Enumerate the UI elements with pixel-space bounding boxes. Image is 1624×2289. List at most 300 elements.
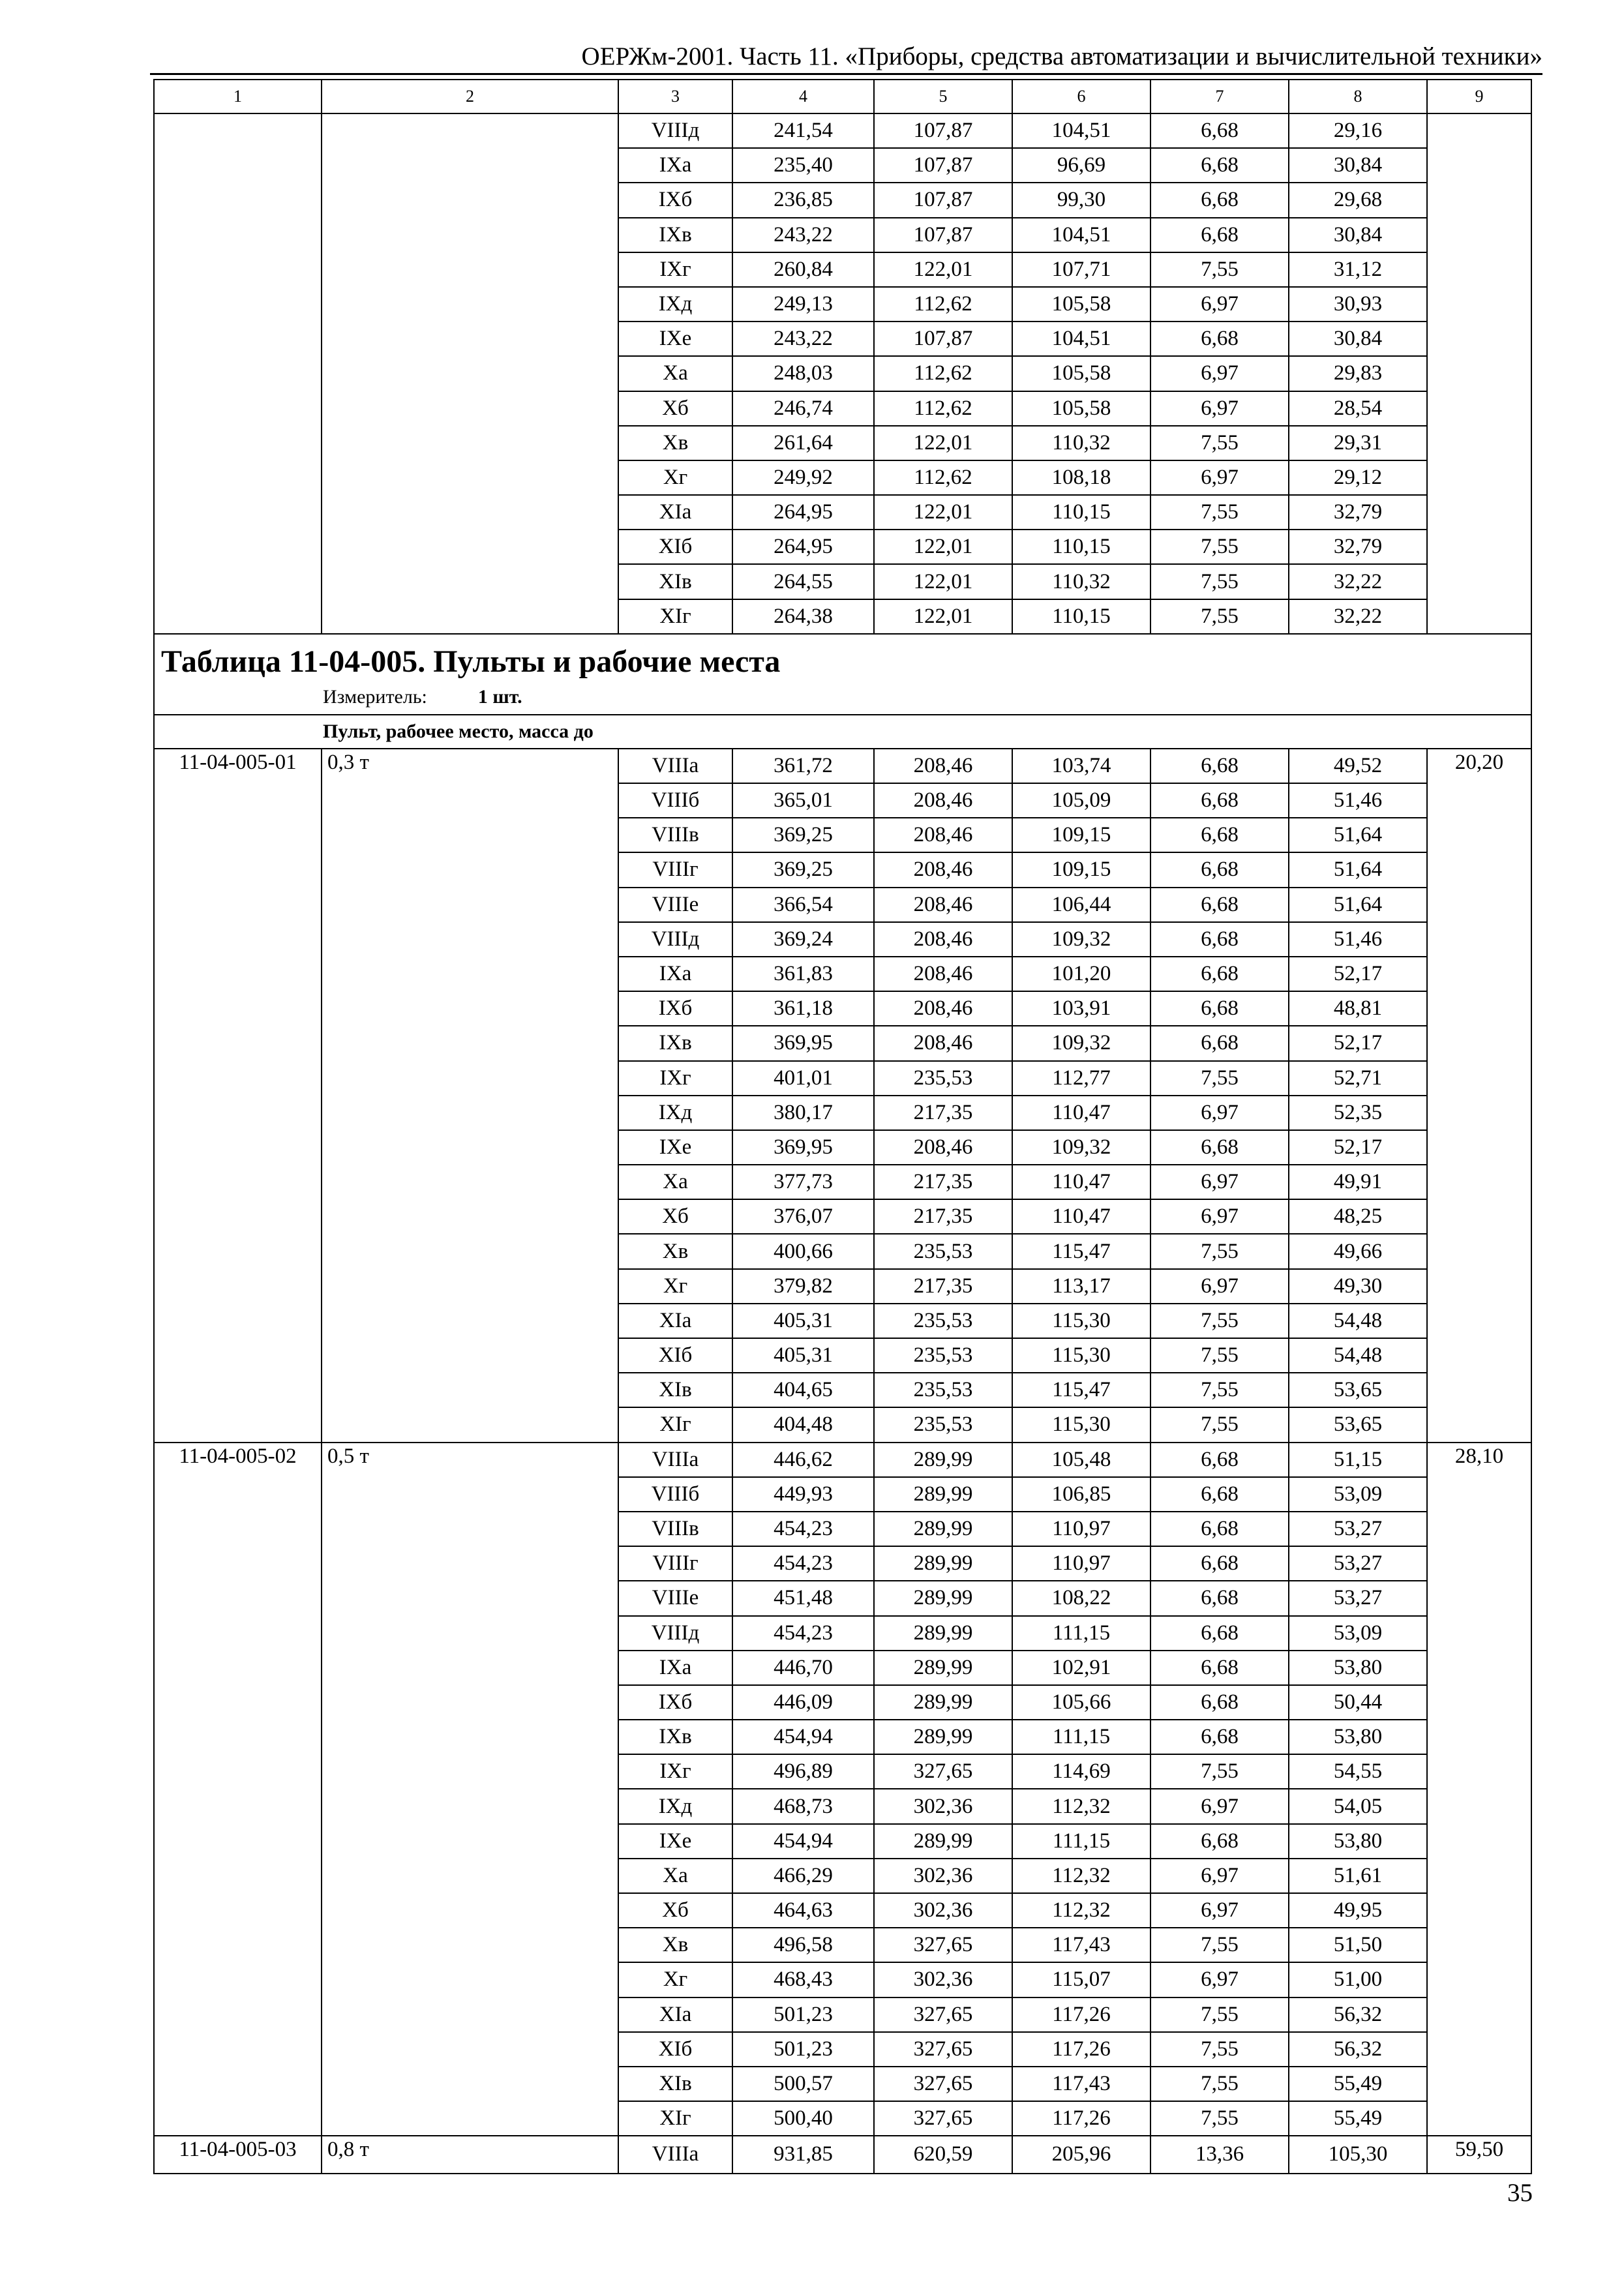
cell-materials: 51,64	[1289, 818, 1427, 852]
cell-region-zone: XIа	[618, 1997, 732, 2032]
cell-wages: 208,46	[874, 1026, 1012, 1060]
cell-materials: 32,22	[1289, 599, 1427, 634]
cell-wages: 327,65	[874, 2101, 1012, 2136]
cell-cost-total: 496,89	[732, 1754, 874, 1789]
cell-cost-total: 246,74	[732, 391, 874, 426]
cell-wages: 112,62	[874, 287, 1012, 322]
cell-cost-total: 464,63	[732, 1893, 874, 1928]
cell-region-zone: Xг	[618, 460, 732, 495]
cell-wages: 217,35	[874, 1269, 1012, 1304]
cell-machinist-wages: 6,68	[1150, 1824, 1289, 1859]
cell-machines: 96,69	[1012, 148, 1150, 183]
cell-region-zone: Xб	[618, 1199, 732, 1234]
cell-machines: 109,15	[1012, 818, 1150, 852]
cell-materials: 52,17	[1289, 957, 1427, 991]
cell-materials: 53,80	[1289, 1824, 1427, 1859]
column-number: 2	[322, 80, 618, 113]
section-subheading: Пульт, рабочее место, масса до	[154, 715, 1531, 749]
cell-region-zone: IXб	[618, 1685, 732, 1720]
cell-machinist-wages: 6,68	[1150, 957, 1289, 991]
cell-machines: 109,32	[1012, 922, 1150, 957]
cell-cost-total: 243,22	[732, 322, 874, 356]
cell-wages: 217,35	[874, 1165, 1012, 1199]
cell-materials: 49,91	[1289, 1165, 1427, 1199]
cell-wages: 327,65	[874, 1997, 1012, 2032]
section-subheading-row	[154, 715, 1531, 749]
cell-machines: 103,91	[1012, 991, 1150, 1026]
cell-region-zone: IXб	[618, 991, 732, 1026]
cell-machines: 108,18	[1012, 460, 1150, 495]
cell-machines: 104,51	[1012, 322, 1150, 356]
cell-cost-total: 264,55	[732, 564, 874, 599]
cell-materials: 48,25	[1289, 1199, 1427, 1234]
cell-cost-total: 376,07	[732, 1199, 874, 1234]
cell-materials: 51,46	[1289, 783, 1427, 818]
cell-cost-total: 248,03	[732, 356, 874, 391]
cell-wages: 122,01	[874, 426, 1012, 460]
cell-machines: 110,47	[1012, 1096, 1150, 1130]
cell-machinist-wages: 6,68	[1150, 1026, 1289, 1060]
cell-materials: 52,35	[1289, 1096, 1427, 1130]
table-title: Таблица 11-04-005. Пульты и рабочие места	[161, 644, 781, 679]
cell-wages: 112,62	[874, 356, 1012, 391]
cell-machines: 110,15	[1012, 495, 1150, 530]
cell-cost-total: 365,01	[732, 783, 874, 818]
cell-wages: 620,59	[874, 2136, 1012, 2173]
cell-region-zone: VIIIа	[618, 749, 732, 783]
cell-materials: 50,44	[1289, 1685, 1427, 1720]
cell-cost-total: 451,48	[732, 1581, 874, 1615]
cell-machinist-wages: 6,68	[1150, 1616, 1289, 1651]
cell-wages: 208,46	[874, 783, 1012, 818]
cell-wages: 289,99	[874, 1616, 1012, 1651]
cell-materials: 28,54	[1289, 391, 1427, 426]
cell-wages: 235,53	[874, 1234, 1012, 1268]
norm-code: 11-04-005-01	[154, 749, 322, 1443]
cell-wages: 327,65	[874, 2032, 1012, 2067]
cell-materials: 54,05	[1289, 1789, 1427, 1823]
norm-code: 11-04-005-03	[154, 2136, 322, 2173]
cell-cost-total: 361,72	[732, 749, 874, 783]
cell-region-zone: VIIIд	[618, 922, 732, 957]
cell-machines: 110,32	[1012, 564, 1150, 599]
cell-region-zone: IXд	[618, 1096, 732, 1130]
cell-region-zone: IXв	[618, 1720, 732, 1754]
cell-machines: 101,20	[1012, 957, 1150, 991]
cell-cost-total: 405,31	[732, 1338, 874, 1373]
cell-machinist-wages: 6,68	[1150, 852, 1289, 887]
cell-materials: 52,17	[1289, 1026, 1427, 1060]
cell-machinist-wages: 6,97	[1150, 356, 1289, 391]
column-number: 4	[732, 80, 874, 113]
cell-cost-total: 466,29	[732, 1859, 874, 1893]
cell-machinist-wages: 6,68	[1150, 1685, 1289, 1720]
cell-machines: 112,32	[1012, 1859, 1150, 1893]
cell-region-zone: IXб	[618, 183, 732, 217]
cell-machinist-wages: 7,55	[1150, 495, 1289, 530]
cell-materials: 52,17	[1289, 1130, 1427, 1165]
cell-wages: 208,46	[874, 888, 1012, 922]
cell-machinist-wages: 7,55	[1150, 426, 1289, 460]
cell-machines: 117,26	[1012, 2101, 1150, 2136]
cell-cost-total: 260,84	[732, 252, 874, 287]
cell-wages: 208,46	[874, 749, 1012, 783]
cell-wages: 289,99	[874, 1443, 1012, 1477]
cell-region-zone: VIIIа	[618, 1443, 732, 1477]
cell-region-zone: Xв	[618, 1234, 732, 1268]
cell-machinist-wages: 7,55	[1150, 564, 1289, 599]
cell-materials: 53,27	[1289, 1546, 1427, 1581]
cell-wages: 208,46	[874, 957, 1012, 991]
cell-wages: 289,99	[874, 1546, 1012, 1581]
cell-machinist-wages: 7,55	[1150, 1061, 1289, 1096]
cell-machines: 109,32	[1012, 1130, 1150, 1165]
cell-machinist-wages: 6,68	[1150, 322, 1289, 356]
cell-materials: 51,64	[1289, 852, 1427, 887]
column-number: 6	[1012, 80, 1150, 113]
cell-machines: 108,22	[1012, 1581, 1150, 1615]
cell-machines: 105,09	[1012, 783, 1150, 818]
cell-machines: 115,30	[1012, 1304, 1150, 1338]
column-number: 5	[874, 80, 1012, 113]
cell-code	[154, 113, 322, 634]
cell-cost-total: 446,70	[732, 1651, 874, 1685]
cell-machinist-wages: 7,55	[1150, 1234, 1289, 1268]
cell-machinist-wages: 6,68	[1150, 1720, 1289, 1754]
cell-machines: 106,85	[1012, 1477, 1150, 1512]
cell-wages: 122,01	[874, 599, 1012, 634]
cell-machines: 117,26	[1012, 1997, 1150, 2032]
cell-machinist-wages: 6,68	[1150, 749, 1289, 783]
cell-cost-total: 264,95	[732, 495, 874, 530]
cell-wages: 208,46	[874, 922, 1012, 957]
cell-wages: 217,35	[874, 1199, 1012, 1234]
cell-machinist-wages: 6,68	[1150, 818, 1289, 852]
cell-machines: 106,44	[1012, 888, 1150, 922]
column-number: 7	[1150, 80, 1289, 113]
cell-cost-total: 404,48	[732, 1407, 874, 1442]
cell-cost-total: 401,01	[732, 1061, 874, 1096]
cell-cost-total: 501,23	[732, 1997, 874, 2032]
cell-wages: 107,87	[874, 113, 1012, 148]
cell-machinist-wages: 7,55	[1150, 2032, 1289, 2067]
cell-machinist-wages: 7,55	[1150, 1373, 1289, 1407]
cell-machinist-wages: 6,68	[1150, 888, 1289, 922]
cell-materials: 53,09	[1289, 1616, 1427, 1651]
cell-wages: 217,35	[874, 1096, 1012, 1130]
cell-wages: 327,65	[874, 1754, 1012, 1789]
cell-materials: 55,49	[1289, 2101, 1427, 2136]
cell-wages: 289,99	[874, 1651, 1012, 1685]
cell-cost-total: 241,54	[732, 113, 874, 148]
cell-machines: 112,32	[1012, 1893, 1150, 1928]
cell-cost-total: 449,93	[732, 1477, 874, 1512]
cell-machinist-wages: 6,97	[1150, 1269, 1289, 1304]
cell-machines: 117,43	[1012, 1928, 1150, 1962]
cell-machines: 105,48	[1012, 1443, 1150, 1477]
cell-materials: 29,31	[1289, 426, 1427, 460]
cell-machines: 111,15	[1012, 1824, 1150, 1859]
cell-region-zone: IXе	[618, 1130, 732, 1165]
page-number: 35	[1507, 2179, 1533, 2207]
labor-value: 28,10	[1427, 1443, 1531, 2136]
cell-machines: 110,97	[1012, 1512, 1150, 1546]
cell-machinist-wages: 7,55	[1150, 1338, 1289, 1373]
cell-region-zone: XIг	[618, 2101, 732, 2136]
cell-cost-total: 369,95	[732, 1130, 874, 1165]
cell-wages: 122,01	[874, 495, 1012, 530]
cell-materials: 30,84	[1289, 218, 1427, 252]
table-row	[154, 2136, 1531, 2173]
norm-description: 0,5 т	[322, 1443, 618, 2136]
cell-machines: 112,32	[1012, 1789, 1150, 1823]
cell-machines: 109,15	[1012, 852, 1150, 887]
cell-materials: 49,52	[1289, 749, 1427, 783]
cell-region-zone: Xв	[618, 426, 732, 460]
norm-code: 11-04-005-02	[154, 1443, 322, 2136]
cell-wages: 302,36	[874, 1893, 1012, 1928]
cell-cost-total: 454,23	[732, 1546, 874, 1581]
cell-cost-total: 369,25	[732, 818, 874, 852]
column-number: 3	[618, 80, 732, 113]
cell-region-zone: Xг	[618, 1962, 732, 1997]
cell-region-zone: IXг	[618, 252, 732, 287]
cell-machines: 115,47	[1012, 1373, 1150, 1407]
cell-machines: 105,58	[1012, 287, 1150, 322]
cell-cost-total: 236,85	[732, 183, 874, 217]
cell-cost-total: 454,23	[732, 1512, 874, 1546]
unit-line	[161, 681, 1524, 709]
cell-machinist-wages: 6,97	[1150, 460, 1289, 495]
cell-cost-total: 369,25	[732, 852, 874, 887]
cell-machinist-wages: 7,55	[1150, 1754, 1289, 1789]
cell-cost-total: 454,94	[732, 1720, 874, 1754]
cell-cost-total: 500,57	[732, 2067, 874, 2101]
cell-machinist-wages: 7,55	[1150, 252, 1289, 287]
cell-region-zone: VIIIд	[618, 113, 732, 148]
cell-machinist-wages: 6,68	[1150, 113, 1289, 148]
cell-materials: 51,00	[1289, 1962, 1427, 1997]
cell-machinist-wages: 6,68	[1150, 218, 1289, 252]
cell-cost-total: 404,65	[732, 1373, 874, 1407]
cell-materials: 29,83	[1289, 356, 1427, 391]
cell-cost-total: 366,54	[732, 888, 874, 922]
cell-region-zone: VIIIг	[618, 852, 732, 887]
cell-machinist-wages: 6,68	[1150, 783, 1289, 818]
cell-wages: 208,46	[874, 852, 1012, 887]
cell-wages: 122,01	[874, 530, 1012, 564]
cell-materials: 30,84	[1289, 322, 1427, 356]
cell-wages: 107,87	[874, 183, 1012, 217]
cell-machines: 99,30	[1012, 183, 1150, 217]
cell-wages: 235,53	[874, 1338, 1012, 1373]
header-rule	[150, 73, 1542, 75]
cell-machinist-wages: 6,97	[1150, 1165, 1289, 1199]
cell-materials: 29,16	[1289, 113, 1427, 148]
cell-machines: 105,58	[1012, 356, 1150, 391]
cell-wages: 208,46	[874, 818, 1012, 852]
cell-materials: 53,65	[1289, 1373, 1427, 1407]
cell-region-zone: VIIIа	[618, 2136, 732, 2173]
cell-region-zone: XIг	[618, 1407, 732, 1442]
cell-machines: 111,15	[1012, 1720, 1150, 1754]
cell-region-zone: IXе	[618, 1824, 732, 1859]
cell-cost-total: 243,22	[732, 218, 874, 252]
cell-cost-total: 379,82	[732, 1269, 874, 1304]
cell-wages: 235,53	[874, 1304, 1012, 1338]
cell-machinist-wages: 7,55	[1150, 530, 1289, 564]
cell-region-zone: XIв	[618, 2067, 732, 2101]
table-row	[154, 1443, 1531, 1477]
cell-region-zone: Xа	[618, 356, 732, 391]
cell-machinist-wages: 6,68	[1150, 1546, 1289, 1581]
cell-region-zone: VIIIб	[618, 1477, 732, 1512]
cell-cost-total: 500,40	[732, 2101, 874, 2136]
cell-region-zone: IXг	[618, 1754, 732, 1789]
cell-region-zone: Xа	[618, 1165, 732, 1199]
cell-machines: 115,30	[1012, 1338, 1150, 1373]
labor-value: 59,50	[1427, 2136, 1531, 2173]
cell-machinist-wages: 6,68	[1150, 148, 1289, 183]
cell-machinist-wages: 6,97	[1150, 391, 1289, 426]
cell-machines: 110,47	[1012, 1199, 1150, 1234]
cell-materials: 51,46	[1289, 922, 1427, 957]
cell-machines: 109,32	[1012, 1026, 1150, 1060]
cell-materials: 54,48	[1289, 1304, 1427, 1338]
cell-cost-total: 405,31	[732, 1304, 874, 1338]
cell-cost-total: 249,13	[732, 287, 874, 322]
cell-materials: 53,09	[1289, 1477, 1427, 1512]
cell-cost-total: 501,23	[732, 2032, 874, 2067]
cell-machines: 112,77	[1012, 1061, 1150, 1096]
cell-materials: 29,68	[1289, 183, 1427, 217]
cell-wages: 327,65	[874, 2067, 1012, 2101]
cell-wages: 112,62	[874, 391, 1012, 426]
cell-materials: 31,12	[1289, 252, 1427, 287]
cell-machinist-wages: 6,68	[1150, 1443, 1289, 1477]
cell-machinist-wages: 7,55	[1150, 1407, 1289, 1442]
cell-region-zone: Xб	[618, 391, 732, 426]
cell-region-zone: VIIIв	[618, 1512, 732, 1546]
cell-machines: 104,51	[1012, 218, 1150, 252]
cell-machinist-wages: 7,55	[1150, 1304, 1289, 1338]
cell-machinist-wages: 6,68	[1150, 1512, 1289, 1546]
cell-region-zone: XIа	[618, 495, 732, 530]
cell-wages: 208,46	[874, 1130, 1012, 1165]
cell-wages: 122,01	[874, 252, 1012, 287]
cell-region-zone: IXе	[618, 322, 732, 356]
cell-wages: 107,87	[874, 322, 1012, 356]
cell-region-zone: Xв	[618, 1928, 732, 1962]
cell-machines: 115,47	[1012, 1234, 1150, 1268]
cell-region-zone: Xб	[618, 1893, 732, 1928]
cell-machines: 117,43	[1012, 2067, 1150, 2101]
cell-machines: 115,30	[1012, 1407, 1150, 1442]
cell-wages: 289,99	[874, 1581, 1012, 1615]
cell-region-zone: XIв	[618, 1373, 732, 1407]
cell-machinist-wages: 13,36	[1150, 2136, 1289, 2173]
table-title-row	[154, 634, 1531, 715]
cell-wages: 289,99	[874, 1824, 1012, 1859]
cell-cost-total: 377,73	[732, 1165, 874, 1199]
unit-label: Измеритель:	[323, 685, 427, 708]
cell-machinist-wages: 6,97	[1150, 1789, 1289, 1823]
cell-cost-total: 264,95	[732, 530, 874, 564]
cell-wages: 235,53	[874, 1407, 1012, 1442]
cell-machinist-wages: 6,68	[1150, 1581, 1289, 1615]
cell-region-zone: IXд	[618, 287, 732, 322]
cell-region-zone: VIIIв	[618, 818, 732, 852]
cell-materials: 54,48	[1289, 1338, 1427, 1373]
cell-cost-total: 361,83	[732, 957, 874, 991]
cell-machines: 113,17	[1012, 1269, 1150, 1304]
cell-machinist-wages: 7,55	[1150, 1928, 1289, 1962]
cell-machines: 111,15	[1012, 1616, 1150, 1651]
cell-materials: 51,64	[1289, 888, 1427, 922]
cell-region-zone: IXд	[618, 1789, 732, 1823]
cell-region-zone: IXв	[618, 1026, 732, 1060]
cell-materials: 53,80	[1289, 1651, 1427, 1685]
cell-machinist-wages: 6,68	[1150, 991, 1289, 1026]
cell-cost-total: 931,85	[732, 2136, 874, 2173]
cell-machines: 107,71	[1012, 252, 1150, 287]
cell-cost-total: 468,43	[732, 1962, 874, 1997]
cell-wages: 289,99	[874, 1720, 1012, 1754]
cell-cost-total: 361,18	[732, 991, 874, 1026]
cell-machinist-wages: 6,97	[1150, 1199, 1289, 1234]
cell-wages: 122,01	[874, 564, 1012, 599]
cell-machines: 117,26	[1012, 2032, 1150, 2067]
cell-materials: 56,32	[1289, 1997, 1427, 2032]
cell-cost-total: 454,23	[732, 1616, 874, 1651]
norm-description: 0,3 т	[322, 749, 618, 1443]
cell-region-zone: IXа	[618, 1651, 732, 1685]
cell-materials: 105,30	[1289, 2136, 1427, 2173]
cell-wages: 289,99	[874, 1477, 1012, 1512]
cell-region-zone: XIв	[618, 564, 732, 599]
cell-cost-total: 249,92	[732, 460, 874, 495]
table-row	[154, 749, 1531, 783]
cell-machinist-wages: 6,97	[1150, 1859, 1289, 1893]
cell-machinist-wages: 6,68	[1150, 1651, 1289, 1685]
cell-machines: 103,74	[1012, 749, 1150, 783]
cell-materials: 51,61	[1289, 1859, 1427, 1893]
cell-machinist-wages: 7,55	[1150, 1997, 1289, 2032]
cell-region-zone: XIг	[618, 599, 732, 634]
cell-cost-total: 454,94	[732, 1824, 874, 1859]
cell-materials: 51,50	[1289, 1928, 1427, 1962]
cell-materials: 30,93	[1289, 287, 1427, 322]
cell-region-zone: VIIIг	[618, 1546, 732, 1581]
norms-table	[153, 79, 1532, 2174]
cell-materials: 53,27	[1289, 1581, 1427, 1615]
cell-region-zone: VIIIе	[618, 888, 732, 922]
cell-machinist-wages: 7,55	[1150, 599, 1289, 634]
norm-description: 0,8 т	[322, 2136, 618, 2173]
cell-cost-total: 380,17	[732, 1096, 874, 1130]
cell-cost-total: 261,64	[732, 426, 874, 460]
cell-materials: 53,80	[1289, 1720, 1427, 1754]
cell-wages: 289,99	[874, 1685, 1012, 1720]
cell-materials: 29,12	[1289, 460, 1427, 495]
cell-cost-total: 264,38	[732, 599, 874, 634]
cell-region-zone: XIа	[618, 1304, 732, 1338]
cell-materials: 56,32	[1289, 2032, 1427, 2067]
cell-machines: 105,66	[1012, 1685, 1150, 1720]
cell-machinist-wages: 7,55	[1150, 2101, 1289, 2136]
cell-materials: 49,66	[1289, 1234, 1427, 1268]
cell-materials: 48,81	[1289, 991, 1427, 1026]
